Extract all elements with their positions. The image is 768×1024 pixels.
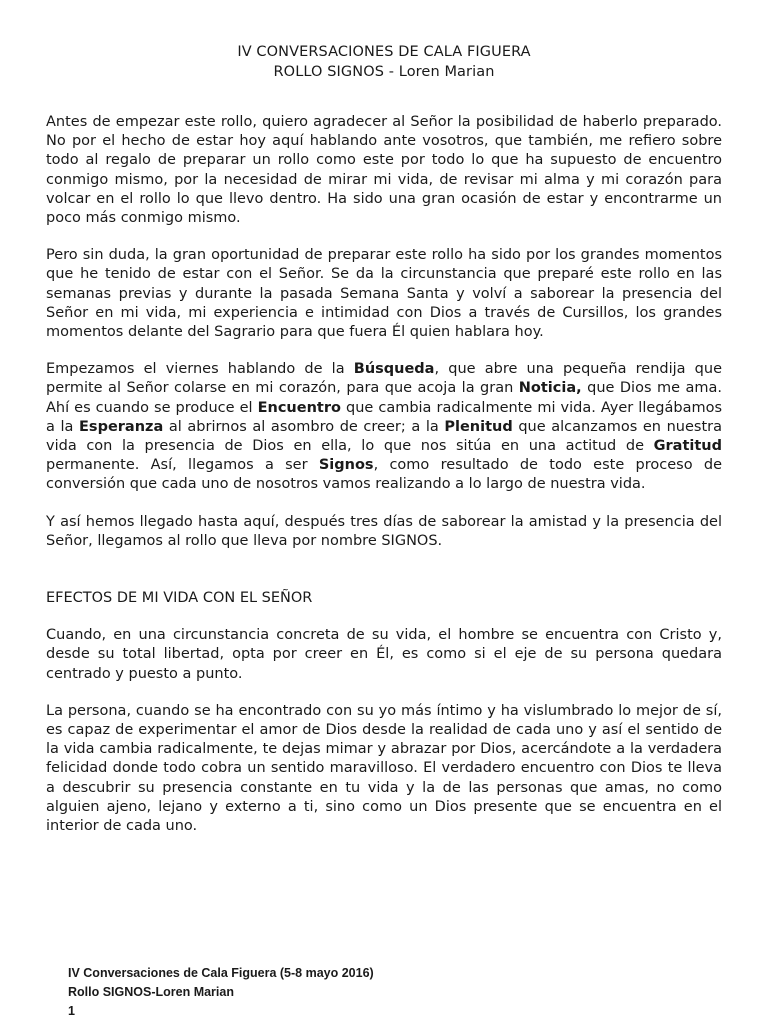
section-paragraph-2: La persona, cuando se ha encontrado con su yo más íntimo y ha vislumbrado lo mejor de sí, es capaz de experimentar el amor de Dios desde la realidad de cada uno y así el sentido de la vida cambia radicalmente, te dejas mimar y abrazar por Dios, acercándote a la verdadera felicidad donde todo cobra un sentido maravilloso. El verdadero encuentro con Dios te lleva a descubrir su presencia constante en tu vida y la de las personas que amas, no como alguien ajeno, lejano y externo a ti, sino como un Dios presente que se encuentra en el interior de cada uno.	[46, 702, 722, 835]
footer-event: IV Conversaciones de Cala Figuera (5-8 mayo 2016)	[68, 966, 374, 980]
document-body	[46, 113, 722, 854]
page-number: 1	[68, 1004, 75, 1018]
keyword-busqueda: Búsqueda	[353, 361, 435, 378]
keyword-plenitud: Plenitud	[444, 418, 513, 435]
keyword-encuentro: Encuentro	[257, 399, 341, 416]
section-paragraph-1: Cuando, en una circunstancia concreta de su vida, el hombre se encuentra con Cristo y, desde su total libertad, opta por creer en Él, es como si el eje de su persona quedara centrado y puesto a punto.	[46, 627, 722, 682]
keyword-noticia: Noticia,	[518, 380, 582, 397]
keyword-signos: Signos	[318, 457, 374, 474]
keyword-gratitud: Gratitud	[653, 438, 722, 455]
document-footer	[68, 964, 374, 1021]
intro-paragraph-3: Empezamos el viernes hablando de la Búsqueda, que abre una pequeña rendija que permite al Señor colarse en mi corazón, para que acoja la gran Noticia, que Dios me ama. Ahí es cuando se produce el Encuentro que cambia radicalmente mi vida. Ayer llegábamos a la Esperanza al abrirnos al asombro de creer; a la Plenitud que alcanzamos en nuestra vida con la presencia de Dios en ella, lo que nos sitúa en una actitud de Gratitud permanente. Así, llegamos a ser Signos, como resultado de todo este proceso de conversión que cada uno de nosotros vamos realizando a lo largo de nuestra vida.	[46, 361, 723, 493]
header-title: IV CONVERSACIONES DE CALA FIGUERA	[237, 44, 531, 60]
document-header	[0, 42, 768, 82]
footer-rollo: Rollo SIGNOS-Loren Marian	[68, 985, 234, 999]
intro-paragraph-2: Pero sin duda, la gran oportunidad de preparar este rollo ha sido por los grandes momentos que he tenido de estar con el Señor. Se da la circunstancia que preparé este rollo en las semanas previas y durante la pasada Semana Santa y volví a saborear la presencia del Señor en mi vida, mi experiencia e intimidad con Dios a través de Cursillos, los grandes momentos delante del Sagrario para que fuera Él quien hablara hoy.	[46, 247, 722, 341]
header-subtitle: ROLLO SIGNOS - Loren Marian	[273, 64, 495, 80]
section-heading: EFECTOS DE MI VIDA CON EL SEÑOR	[46, 590, 313, 607]
intro-paragraph-1: Antes de empezar este rollo, quiero agradecer al Señor la posibilidad de haberlo preparado. No por el hecho de estar hoy aquí hablando ante vosotros, que también, me refiero sobre todo al regalo de preparar un rollo como este por todo lo que ha supuesto de encuentro conmigo mismo, por la necesidad de mirar mi vida, de revisar mi alma y mi corazón para volcar en el rollo lo que llevo dentro. Ha sido una gran ocasión de estar y encontrarme un poco más conmigo mismo.	[46, 114, 722, 227]
keyword-esperanza: Esperanza	[79, 418, 164, 435]
intro-paragraph-4: Y así hemos llegado hasta aquí, después tres días de saborear la amistad y la presencia del Señor, llegamos al rollo que lleva por nombre SIGNOS.	[46, 513, 722, 549]
